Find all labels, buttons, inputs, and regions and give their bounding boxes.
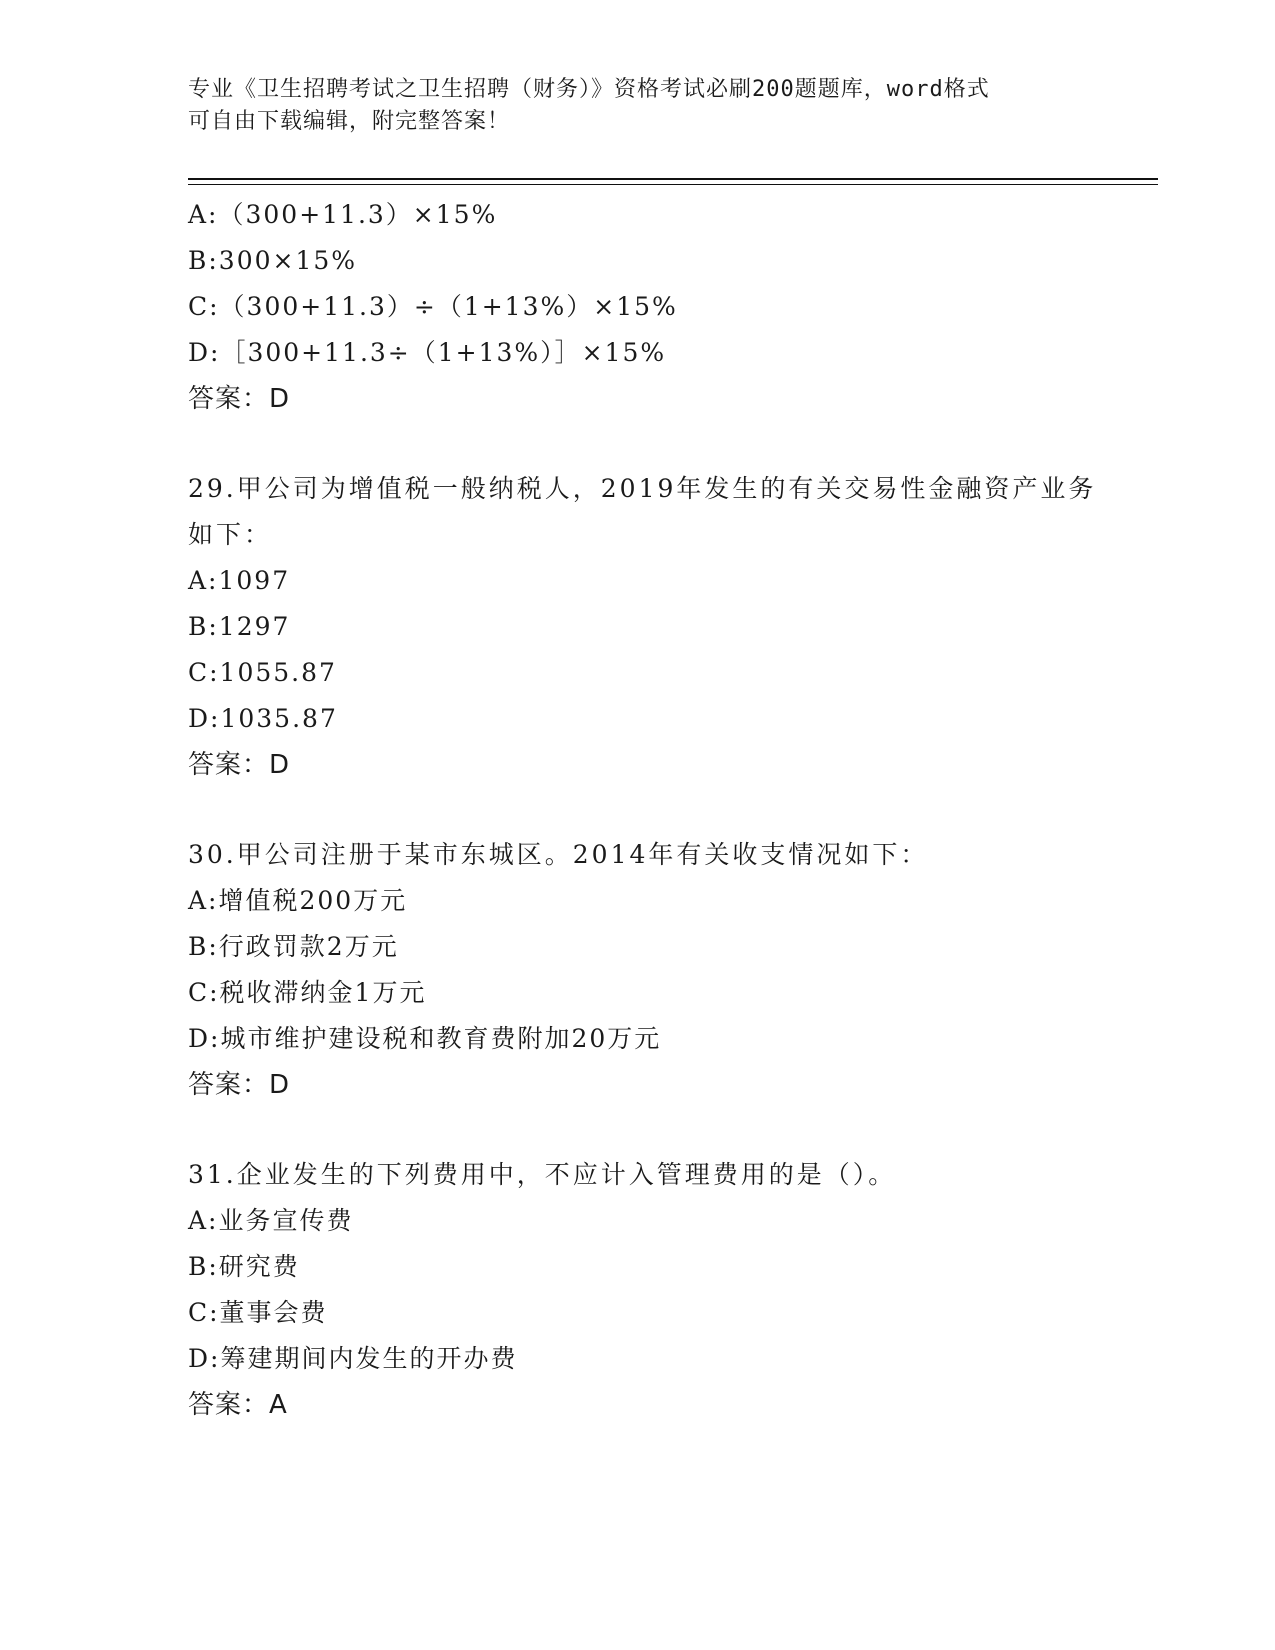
option-a: A:增值税200万元 xyxy=(188,886,408,915)
option-d: D:城市维护建设税和教育费附加20万元 xyxy=(188,1024,662,1053)
question-28 xyxy=(188,192,1118,422)
option-b: B:行政罚款2万元 xyxy=(188,932,399,961)
answer: 答案：A xyxy=(188,1390,288,1420)
header-line-1: 专业《卫生招聘考试之卫生招聘（财务）》资格考试必刷200题题库，word格式 xyxy=(188,77,990,102)
answer: 答案：D xyxy=(188,1070,291,1100)
option-a: A:业务宣传费 xyxy=(188,1206,354,1235)
question-31 xyxy=(188,1152,1118,1428)
option-a: A:1097 xyxy=(188,566,291,595)
option-c: C:1055.87 xyxy=(188,658,337,687)
option-b: B:研究费 xyxy=(188,1252,300,1281)
option-c: C:（300+11.3）÷（1+13%）×15% xyxy=(188,292,678,321)
option-c: C:董事会费 xyxy=(188,1298,328,1327)
option-a: A:（300+11.3）×15% xyxy=(188,200,498,229)
question-stem: 29.甲公司为增值税一般纳税人，2019年发生的有关交易性金融资产业务如下： xyxy=(188,474,1097,549)
option-d: D:筹建期间内发生的开办费 xyxy=(188,1344,518,1373)
option-d: D:［300+11.3÷（1+13%）］×15% xyxy=(188,338,667,367)
page-header xyxy=(188,74,1088,138)
question-stem: 31.企业发生的下列费用中，不应计入管理费用的是（）。 xyxy=(188,1160,897,1189)
option-d: D:1035.87 xyxy=(188,704,338,733)
answer: 答案：D xyxy=(188,384,291,414)
option-b: B:300×15% xyxy=(188,246,358,275)
question-30 xyxy=(188,832,1118,1108)
answer: 答案：D xyxy=(188,750,291,780)
header-divider xyxy=(188,178,1158,185)
option-c: C:税收滞纳金1万元 xyxy=(188,978,427,1007)
question-stem: 30.甲公司注册于某市东城区。2014年有关收支情况如下： xyxy=(188,840,929,869)
question-list xyxy=(188,192,1118,1472)
header-line-2: 可自由下载编辑，附完整答案！ xyxy=(188,109,511,134)
question-29 xyxy=(188,466,1118,788)
option-b: B:1297 xyxy=(188,612,291,641)
